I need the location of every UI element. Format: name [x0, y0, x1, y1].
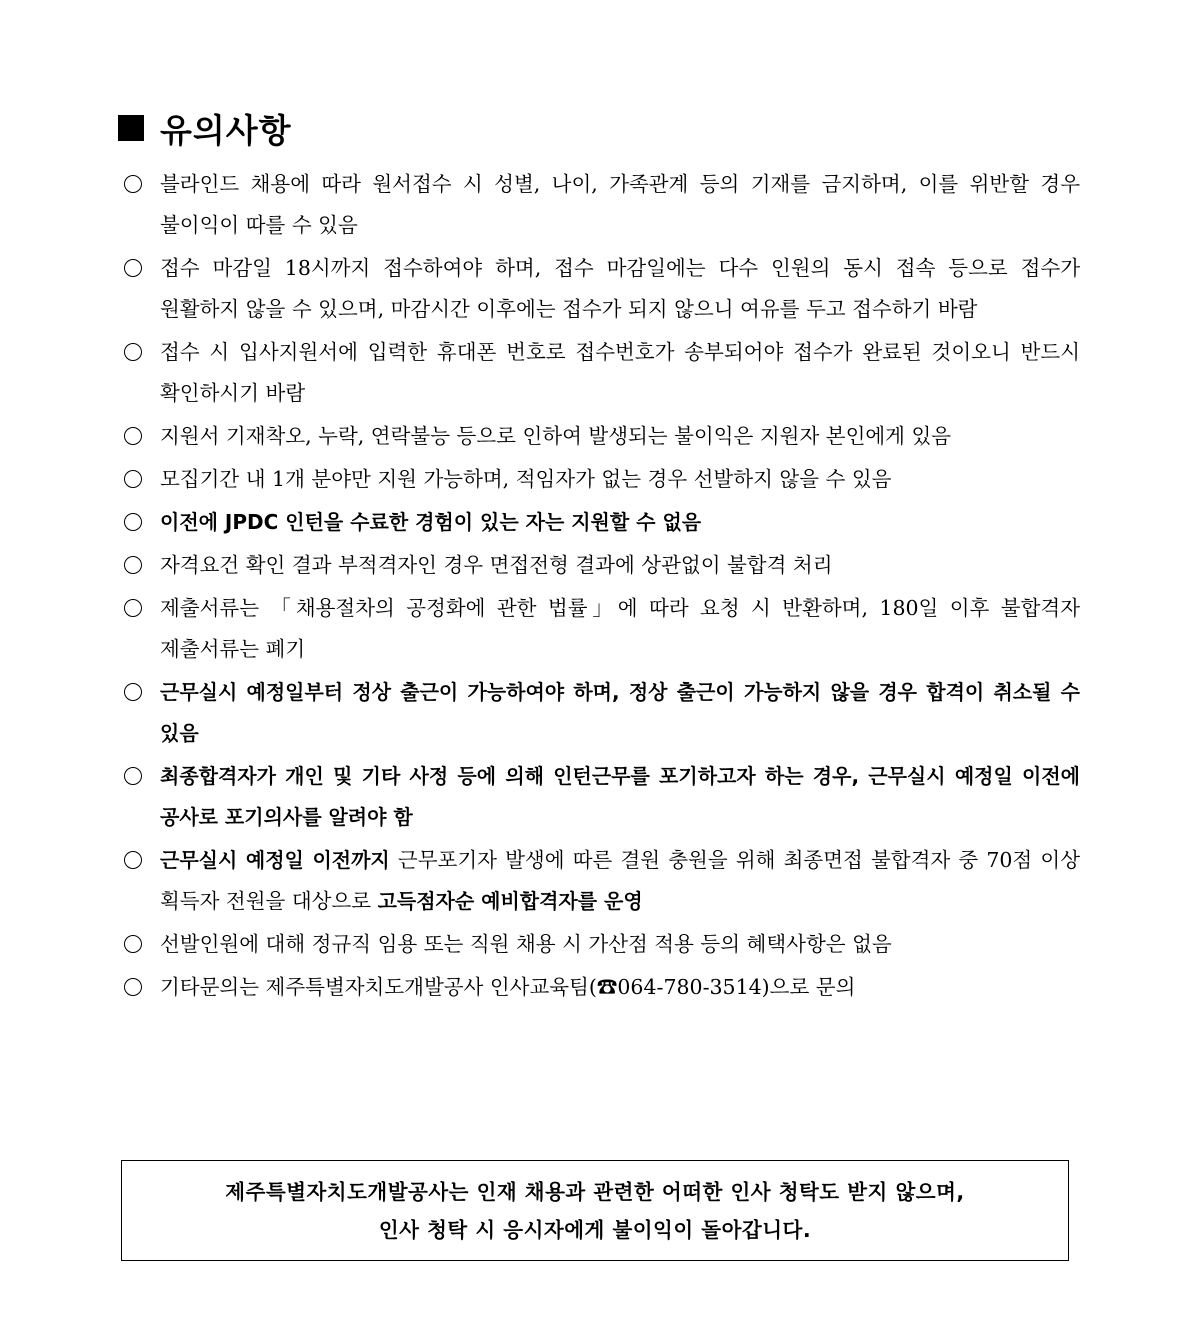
note-item-deadline: [124, 248, 1080, 330]
note-text: 제출서류는 「채용절차의 공정화에 관한 법률」에 따라 요청 시 반환하며, 180일 이후 불합격자 제출서류는 폐기: [160, 596, 1080, 661]
note-text-bold: 고득점자순 예비합격자를 운영: [377, 889, 643, 913]
note-text: 지원서 기재착오, 누락, 연락불능 등으로 인하여 발생되는 불이익은 지원자 본인에게 있음: [160, 424, 952, 448]
note-text: 기타문의는 제주특별자치도개발공사 인사교육팀(☎064-780-3514)으로 문의: [160, 975, 856, 999]
circle-bullet-icon: [124, 556, 142, 574]
note-text: 근무실시 예정일부터 정상 출근이 가능하여야 하며, 정상 출근이 가능하지 않을 경우 합격이 취소될 수 있음: [160, 680, 1081, 745]
circle-bullet-icon: [124, 259, 142, 277]
note-text: 근무포기자 발생에 따른 결원 충원을 위해 최종면접 불합격자 중 70점 이상 획득자 전원을 대상으로: [160, 848, 1080, 913]
note-item-documents: [124, 588, 1080, 670]
note-item-one-field: [124, 459, 1080, 500]
note-text: 모집기간 내 1개 분야만 지원 가능하며, 적임자가 없는 경우 선발하지 않을 수 있음: [160, 467, 892, 491]
note-text: 자격요건 확인 결과 부적격자인 경우 면접전형 결과에 상관없이 불합격 처리: [160, 553, 833, 577]
circle-bullet-icon: [124, 470, 142, 488]
note-text: 블라인드 채용에 따라 원서접수 시 성별, 나이, 가족관계 등의 기재를 금지하며, 이를 위반할 경우 불이익이 따를 수 있음: [160, 172, 1080, 237]
notes-list: [124, 164, 1080, 1010]
note-text: 이전에 JPDC 인턴을 수료한 경험이 있는 자는 지원할 수 없음: [160, 510, 702, 534]
note-item-no-benefits: [124, 924, 1080, 965]
note-item-applicant-responsibility: [124, 416, 1080, 457]
circle-bullet-icon: [124, 343, 142, 361]
notice-box: [121, 1160, 1069, 1261]
black-square-icon: [118, 115, 144, 141]
notice-line-1: 제주특별자치도개발공사는 인재 채용과 관련한 어떠한 인사 청탁도 받지 않으며,: [225, 1179, 965, 1204]
note-item-receipt-number: [124, 332, 1080, 414]
note-text: 접수 시 입사지원서에 입력한 휴대폰 번호로 접수번호가 송부되어야 접수가 완료된 것이오니 반드시 확인하시기 바람: [160, 340, 1080, 405]
note-item-blind-hiring: [124, 164, 1080, 246]
circle-bullet-icon: [124, 978, 142, 996]
note-item-disqualification: [124, 545, 1080, 586]
note-text-bold: 근무실시 예정일 이전까지: [160, 848, 390, 872]
note-item-reserve-list: [124, 840, 1080, 922]
note-item-contact: [124, 967, 1080, 1008]
circle-bullet-icon: [124, 427, 142, 445]
note-item-start-date: [124, 672, 1080, 754]
circle-bullet-icon: [124, 935, 142, 953]
circle-bullet-icon: [124, 683, 142, 701]
note-text: 선발인원에 대해 정규직 임용 또는 직원 채용 시 가산점 적용 등의 혜택사항은 없음: [160, 932, 892, 956]
section-title: 유의사항: [160, 110, 292, 150]
note-text: 최종합격자가 개인 및 기타 사정 등에 의해 인턴근무를 포기하고자 하는 경우, 근무실시 예정일 이전에 공사로 포기의사를 알려야 함: [160, 764, 1080, 829]
notice-line-2: 인사 청탁 시 응시자에게 불이익이 돌아갑니다.: [378, 1217, 812, 1242]
circle-bullet-icon: [124, 599, 142, 617]
circle-bullet-icon: [124, 851, 142, 869]
section-heading: [118, 104, 292, 152]
note-item-prior-intern: [124, 502, 1080, 543]
note-item-withdrawal: [124, 756, 1080, 838]
circle-bullet-icon: [124, 175, 142, 193]
circle-bullet-icon: [124, 513, 142, 531]
note-text: 접수 마감일 18시까지 접수하여야 하며, 접수 마감일에는 다수 인원의 동시 접속 등으로 접수가 원활하지 않을 수 있으며, 마감시간 이후에는 접수가 되지 않으니 여유를 두고 접수하기 바람: [160, 256, 1080, 321]
circle-bullet-icon: [124, 767, 142, 785]
